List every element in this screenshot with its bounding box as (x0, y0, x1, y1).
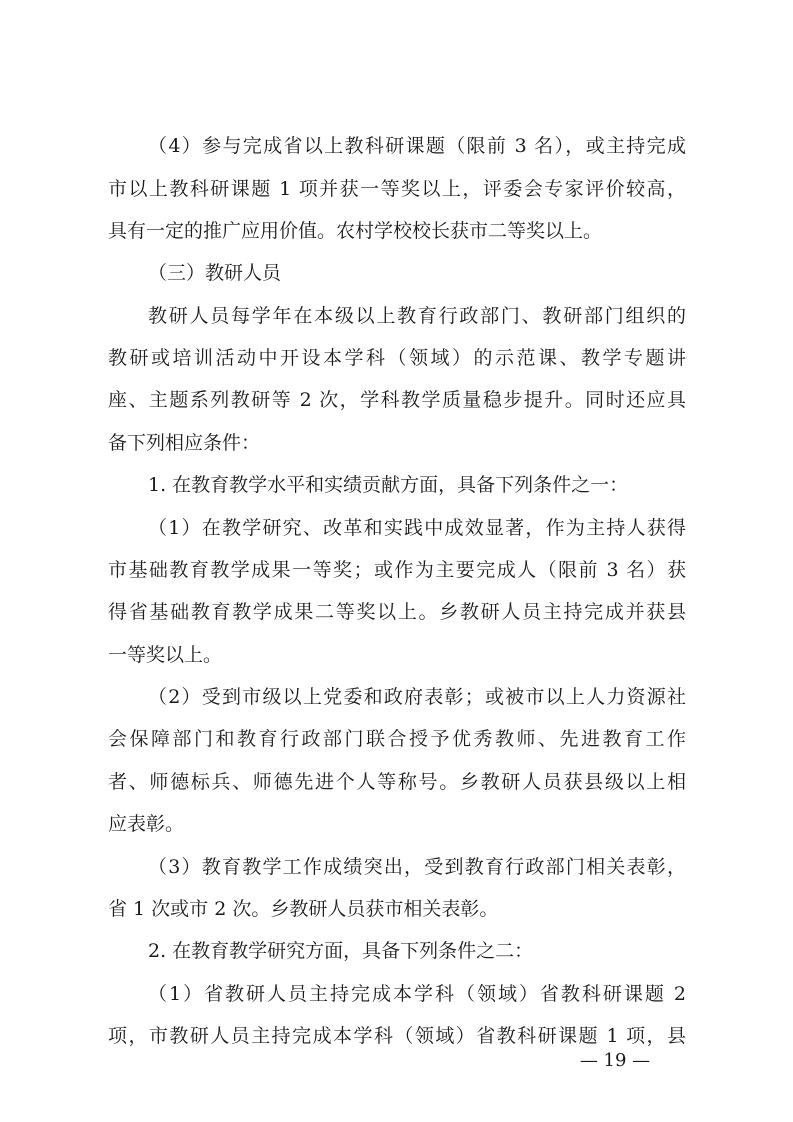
paragraph-line-8: 备下列相应条件： (108, 432, 261, 454)
paragraph-line-12: 得省基础教育教学成果二等奖以上。乡教研人员主持完成并获县 (108, 601, 686, 623)
paragraph-line-14: （2）受到市级以上党委和政府表彰；或被市以上人力资源社 (148, 686, 686, 708)
paragraph-line-18: （3）教育教学工作成绩突出，受到教育行政部门相关表彰， (148, 856, 686, 878)
paragraph-line-13: 一等奖以上。 (108, 644, 223, 666)
paragraph-line-15: 会保障部门和教育行政部门联合授予优秀教师、先进教育工作 (108, 728, 686, 750)
page-number: — 19 — (579, 1050, 651, 1071)
paragraph-line-7: 座、主题系列教研等 2 次，学科教学质量稳步提升。同时还应具 (108, 389, 686, 411)
paragraph-line-2: 市以上教科研课题 1 项并获一等奖以上，评委会专家评价较高， (108, 178, 686, 200)
paragraph-line-3: 具有一定的推广应用价值。农村学校校长获市二等奖以上。 (108, 220, 603, 242)
paragraph-line-1: （4）参与完成省以上教科研课题（限前 3 名），或主持完成 (148, 135, 686, 157)
paragraph-line-17: 应表彰。 (108, 813, 185, 835)
paragraph-line-16: 者、师德标兵、师德先进个人等称号。乡教研人员获县级以上相 (108, 771, 686, 793)
paragraph-line-5: 教研人员每学年在本级以上教育行政部门、教研部门组织的 (148, 305, 686, 327)
item-heading-2: 2. 在教育教学研究方面，具备下列条件之二： (148, 940, 534, 962)
paragraph-line-11: 市基础教育教学成果一等奖；或作为主要完成人（限前 3 名）获 (108, 559, 686, 581)
paragraph-line-21: （1）省教研人员主持完成本学科（领域）省教科研课题 2 (148, 983, 686, 1005)
paragraph-line-10: （1）在教学研究、改革和实践中成效显著，作为主持人获得 (148, 517, 686, 539)
section-heading-teaching-research-staff: （三）教研人员 (148, 262, 282, 284)
paragraph-line-22: 项，市教研人员主持完成本学科（领域）省教科研课题 1 项，县 (108, 1025, 686, 1047)
paragraph-line-19: 省 1 次或市 2 次。乡教研人员获市相关表彰。 (108, 898, 499, 920)
item-heading-1: 1. 在教育教学水平和实绩贡献方面，具备下列条件之一： (148, 474, 629, 496)
paragraph-line-6: 教研或培训活动中开设本学科（领域）的示范课、教学专题讲 (108, 347, 686, 369)
